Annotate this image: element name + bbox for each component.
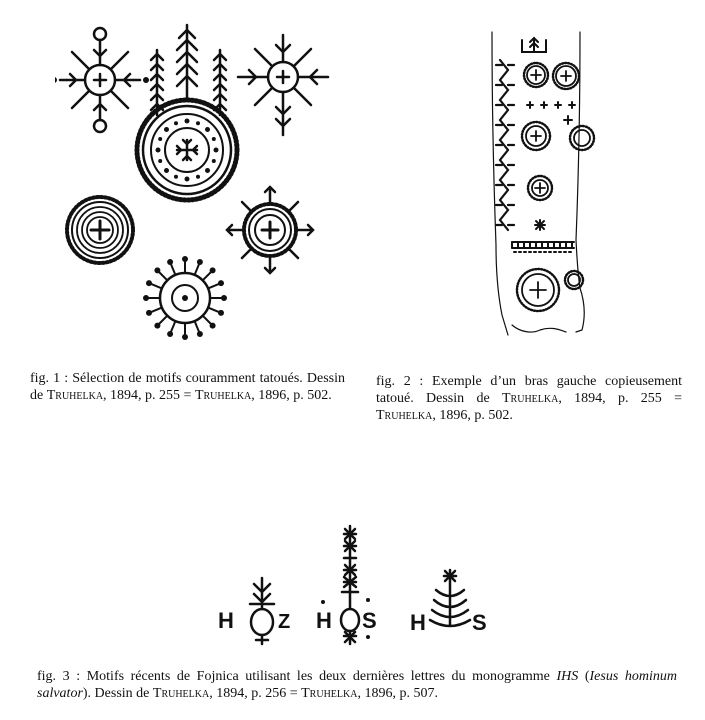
figure-1-caption: fig. 1 : Sélection de motifs couramment tatoués. Dessin de Truhelka, 1894, p. 255 = Truhelka, 1896, p. 502. <box>30 371 345 403</box>
ihs-monogram: IHS <box>556 669 579 684</box>
figure-2-caption: fig. 2 : Exemple d’un bras gauche copieusement tatoué. Dessin de Truhelka, 1894, p. 255 = Truhelka, 1896, p. 502. <box>376 374 683 423</box>
ihs-motif-1 <box>218 578 290 644</box>
motif-big-wheel <box>137 100 237 200</box>
svg-text:H: H <box>410 610 426 635</box>
svg-text:S: S <box>362 608 377 633</box>
svg-text:Z: Z <box>278 611 291 633</box>
arm-wrist-band <box>512 242 574 252</box>
motif-snowflake-left <box>55 28 149 132</box>
figure-3-caption: fig. 3 : Motifs récents de Fojnica utilisant les deux dernières lettres du monogramme IHS (Iesus hominum salvator). Dessin de Truhelka, 1894, p. 256 = Truhelka, 1896, p. 507. <box>37 669 677 701</box>
motif-right-wheel <box>227 187 313 273</box>
fig2-label: fig. 2 : <box>376 374 424 389</box>
svg-text:H: H <box>316 608 332 633</box>
latin-phrase: Iesus hominum salvator <box>37 669 677 701</box>
ihs-motif-2 <box>316 526 377 644</box>
svg-text:S: S <box>472 610 487 635</box>
motif-left-wheel <box>67 197 133 263</box>
figure-1-illustration <box>55 20 345 350</box>
arm-outline-left <box>492 32 508 335</box>
fig2-author: Truhelka <box>502 391 559 406</box>
ihs-motif-3 <box>410 570 487 635</box>
fig3-label: fig. 3 : <box>37 669 81 684</box>
fig1-label: fig. 1 : <box>30 371 69 386</box>
figure-2-illustration <box>480 30 600 350</box>
arm-top-motif <box>522 38 546 52</box>
fig1-author: Truhelka <box>46 388 104 403</box>
svg-text:H: H <box>218 608 234 633</box>
arm-chain-pattern <box>496 60 514 230</box>
motif-snowflake-right <box>238 35 328 135</box>
fig3-author: Truhelka <box>152 686 210 701</box>
figure-3-illustration <box>210 520 500 650</box>
motif-sun <box>143 256 227 340</box>
